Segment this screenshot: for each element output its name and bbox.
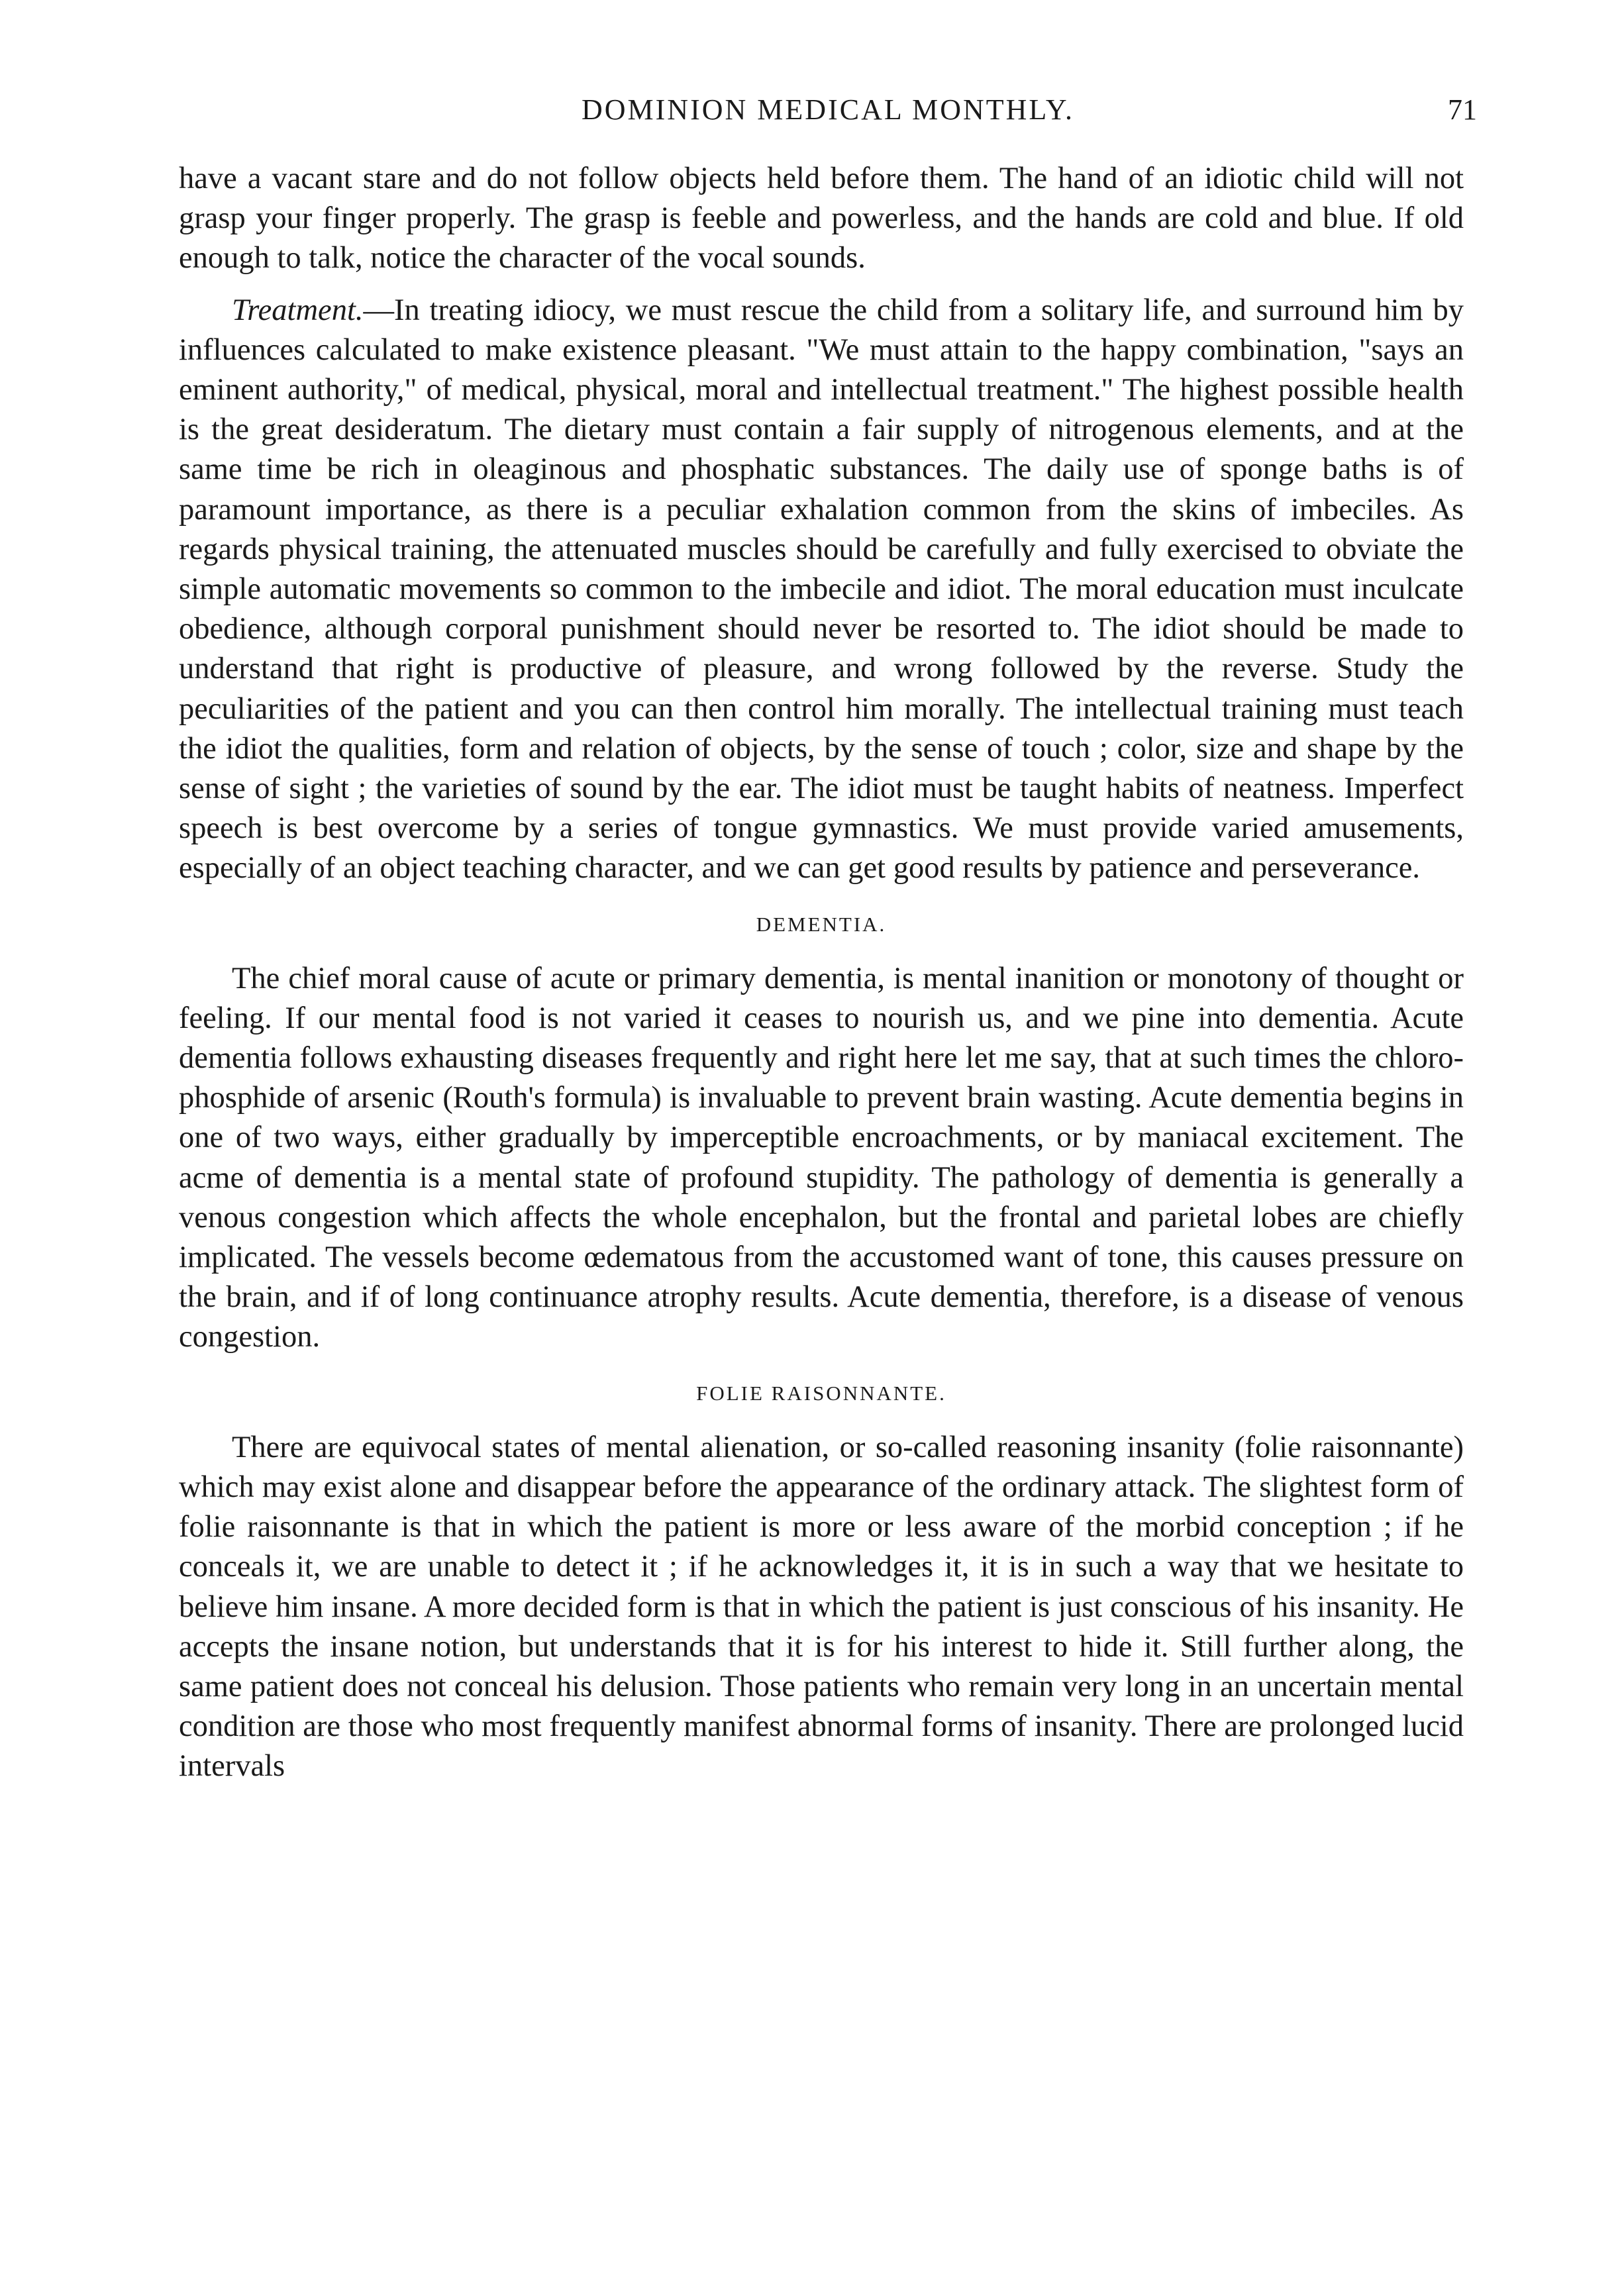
page-number: 71: [1448, 93, 1477, 126]
running-header: [179, 93, 1477, 139]
paragraph-idiocy-signs: have a vacant stare and do not follow objects held before them. The hand of an idiotic child will not grasp your finger properly. The grasp is feeble and powerless, and the hands are cold and blue. If old enough to talk, notice the character of the vocal sounds.: [179, 162, 1464, 276]
section-heading-dementia: DEMENTIA.: [756, 912, 887, 936]
treatment-text: —In treating idiocy, we must rescue the child from a solitary life, and surround him by influences calculated to make existence pleasant. "We must attain to the happy combination, "says an eminent authority," of medical, physical, moral and intellectual treatment." The highest possible health is the great desideratum. The dietary must contain a fair supply of nitrogenous elements, and at the same time be rich in oleaginous and phosphatic substances. The daily use of sponge baths is of paramount importance, as there is a peculiar exhalation common from the skins of imbeciles. As regards physical training, the attenuated muscles should be carefully and fully exercised to obviate the simple automatic movements so common to the imbecile and idiot. The moral education must inculcate obedience, although corporal punishment should never be resorted to. The idiot should be made to understand that right is productive of pleasure, and wrong followed by the reverse. Study the peculiarities of the patient and you can then control him morally. The intellectual training must teach the idiot the qualities, form and relation of objects, by the sense of touch ; color, size and shape by the sense of sight ; the varieties of sound by the ear. The idiot must be taught habits of neatness. Imperfect speech is best overcome by a series of tongue gymnastics. We must provide varied amusements, especially of an object teaching character, and we can get good results by patience and perseverance.: [179, 293, 1464, 885]
paragraph-folie-raisonnante: There are equivocal states of mental alienation, or so-called reasoning insanity (folie raisonnante) which may exist alone and disappear before the appearance of the ordinary attack. The slightest form of folie raisonnante is that in which the patient is more or less aware of the morbid conception ; if he conceals it, we are unable to detect it ; if he acknowledges it, it is in such a way that we hesitate to believe him insane. A more decided form is that in which the patient is just conscious of his insanity. He accepts the insane notion, but understands that it is for his interest to hide it. Still further along, the same patient does not conceal his delusion. Those patients who remain very long in an uncertain mental condition are those who most frequently manifest abnormal forms of insanity. There are prolonged lucid intervals: [179, 1430, 1464, 1784]
paragraph-treatment: [179, 291, 1464, 889]
paragraph-dementia: The chief moral cause of acute or primary dementia, is mental inanition or monotony of thought or feeling. If our mental food is not varied it ceases to nourish us, and we pine into dementia. Acute dementia follows exhausting diseases frequently and right here let me say, that at such times the chloro-phosphide of arsenic (Routh's formula) is invaluable to prevent brain wasting. Acute dementia begins in one of two ways, either gradually by imperceptible encroachments, or by maniacal excitement. The acme of dementia is a mental state of profound stupidity. The pathology of dementia is generally a venous congestion which affects the whole encephalon, but the frontal and parietal lobes are chiefly implicated. The vessels become œdematous from the accustomed want of tone, this causes pressure on the brain, and if of long continuance atrophy results. Acute dementia, therefore, is a disease of venous congestion.: [179, 961, 1464, 1354]
running-title: DOMINION MEDICAL MONTHLY.: [581, 93, 1074, 126]
article-body: [179, 159, 1464, 1787]
paragraph-gap: [179, 279, 1464, 291]
treatment-lead: Treatment.: [232, 293, 364, 327]
section-heading-folie-raisonnante: FOLIE RAISONNANTE.: [696, 1381, 946, 1405]
